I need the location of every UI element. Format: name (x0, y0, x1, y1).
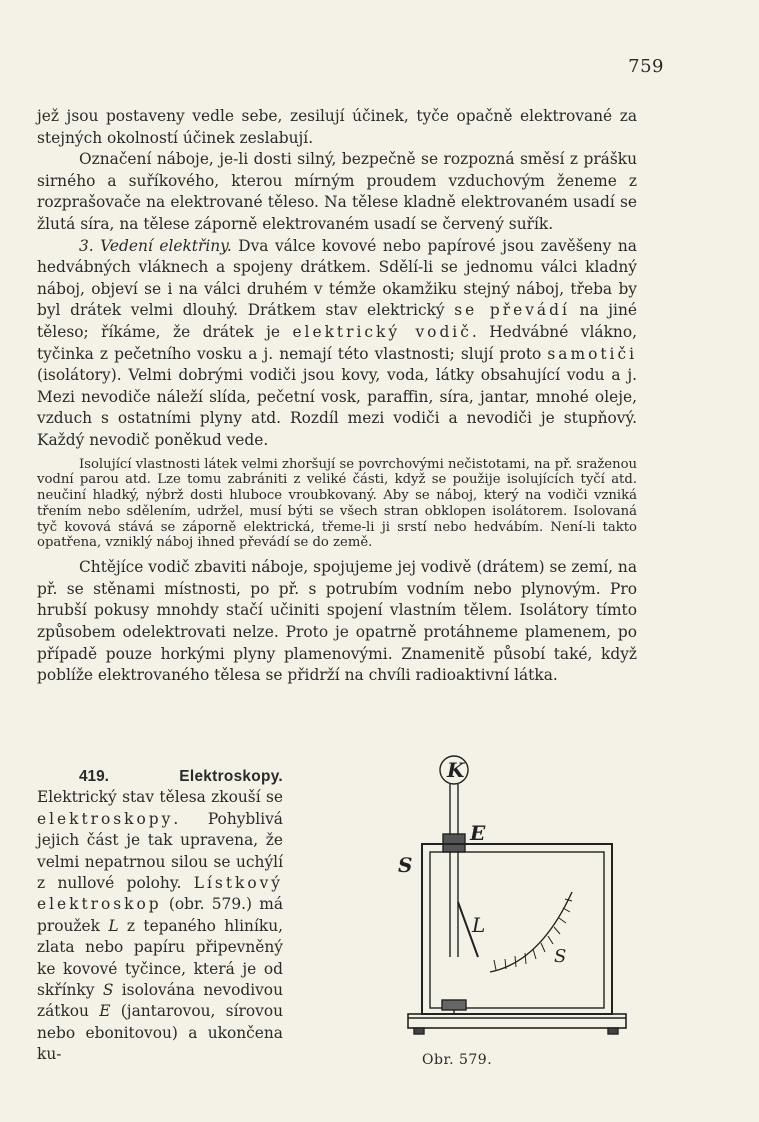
electroscope-illustration (390, 752, 640, 1072)
para3-text-a: Dva válce kovové nebo papírové jsou zavěšeny na hedvábných vláknech a spojeny drátkem. Sdělí-li se jednomu válci kladný náboj, objeví se i na válci druhém v témže okamžiku stejný náboj, třeba by byl drátek velmi dlouhý. Drátkem stav elektrický (37, 236, 637, 320)
figure-caption: Obr. 579. (422, 1052, 493, 1068)
section-text-b: . Pohyblivá jejich část je tak upravena, že velmi nepatrnou silou se uchýlí z nullové polohy. (37, 809, 283, 893)
para3-text-d: (isolátory). Velmi dobrými vodiči jsou kovy, voda, látky obsahující vodu a j. Mezi nevodiče náleží slída, pečetní vosk, paraffin, síra, jantar, mnohé oleje, vzduch s ostatními plyny atd. Rozdíl mezi vodiči a nevodiči je stupňový. Každý nevodič poněkud vede. (37, 366, 637, 449)
section-title: Elektroskopy. (179, 768, 283, 785)
label-E: E (470, 821, 486, 845)
paragraph-3 (37, 236, 637, 452)
section-spaced-1: elektroskopy (37, 809, 174, 828)
section-419 (37, 766, 283, 1066)
label-S-scale: S (554, 946, 567, 967)
section-text-c: (obr. 579.) má proužek (37, 895, 283, 935)
figure-579 (390, 752, 640, 1072)
section-text-e: isolována nevodivou zátkou (37, 981, 283, 1021)
section-text (37, 766, 283, 1066)
para3-title: Vedení elektřiny. (100, 236, 232, 255)
para3-num: 3. (79, 236, 94, 255)
paragraph-4: Chtějíce vodič zbaviti náboje, spojujeme jej vodivě (drátem) se zemí, na př. se stěnami místnosti, po př. s potrubím vodním nebo plynovým. Pro hrubší pokusy mnohdy stačí učiniti spojení vlastním tělem. Isolátory tímto způsobem odelektrovati nelze. Proto je opatrně protáhneme plamenem, po případě pouze horkými plyny plamenovými. Znamenitě působí také, když poblíže elektrovaného tělesa se přidrží na chvíli radioaktivní látka. (37, 558, 637, 685)
para3-spaced-2: elektrický vodič (292, 322, 472, 341)
section-text-a: Elektrický stav tělesa zkouší se (37, 788, 283, 807)
main-column (37, 106, 637, 687)
paragraph-1: jež jsou postaveny vedle sebe, zesilují účinek, tyče opačně elektrované za stejných okolností účinek zeslabují. (37, 107, 637, 147)
section-var-S: S (102, 981, 114, 1000)
small-paragraph: Isolující vlastnosti látek velmi zhoršují se povrchovými nečistotami, na př. sraženou vodní parou atd. Lze tomu zabrániti z veliké části, když se použije isolujících tyčí atd. neučiní hladký, nýbrž dosti hluboce vroubkovaný. Aby se náboj, který na vodiči vzniká třením nebo sdělením, udržel, musí býti se všech stran obklopen isolátorem. Isolovaná tyč kovová stává se záporně elektrická, třeme-li ji srstí nebo hedvábím. Není-li takto opatřena, vzniklý náboj ihned převádí se do země. (37, 456, 637, 551)
page-number: 759 (628, 56, 664, 77)
case-inner (430, 852, 604, 1008)
paragraph-2: Označení náboje, je-li dosti silný, bezpečně se rozpozná směsí z prášku sirného a suříkového, kterou mírným proudem vzduchovým ženeme z rozprašovače na elektrované těleso. Na tělese kladně elektrovaném usadí se žlutá síra, na tělese záporně elektrovaném usadí se červený suřík. (37, 150, 637, 233)
label-S: S (398, 853, 413, 877)
base-plate (408, 1014, 626, 1028)
label-L: L (472, 913, 486, 937)
section-number: 419. (79, 768, 109, 785)
label-K: K (447, 758, 465, 782)
section-var-L: L (108, 916, 119, 935)
para3-spaced-1: se převádí (454, 301, 570, 320)
para3-text-c: . Hedvábné vlákno, tyčinka z pečetního vosku a j. nemají této vlastnosti; slují proto (37, 322, 637, 363)
section-text-d: z tepaného hliníku, zlata nebo papíru připevněný ke kovové tyčince, která je od skřínky (37, 916, 284, 1000)
para3-text-b: na jiné těleso; říkáme, že drátek je (37, 301, 637, 341)
para3-spaced-3: samotiči (547, 344, 637, 363)
small-print-block (37, 457, 637, 552)
section-var-E: E (99, 1002, 111, 1021)
section-spaced-2: Lístkový elektroskop (37, 874, 283, 914)
section-text-f: (jantarovou, sírovou nebo ebonitovou) a ukončena ku- (37, 1002, 284, 1064)
